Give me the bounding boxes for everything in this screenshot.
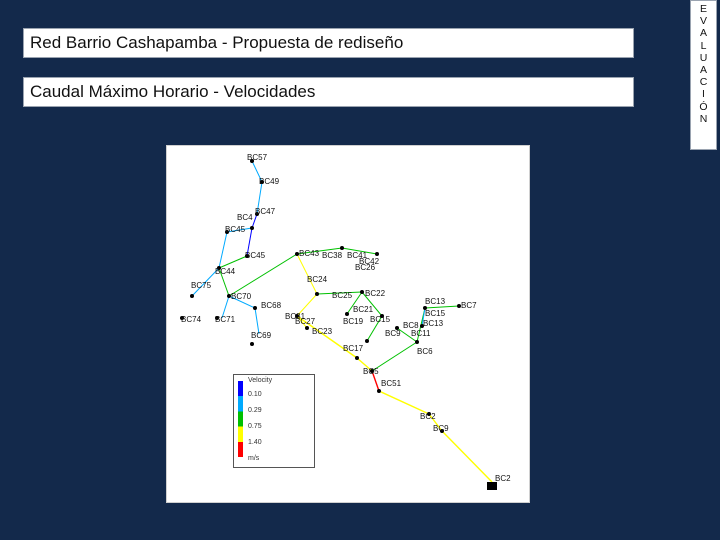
node-label: BC45	[245, 251, 266, 260]
node	[375, 252, 379, 256]
node-label: BC21	[353, 305, 374, 314]
node-label: BC23	[312, 327, 333, 336]
node	[190, 294, 194, 298]
node	[360, 290, 364, 294]
node-label: BC69	[251, 331, 272, 340]
node	[340, 246, 344, 250]
side-letter: Ó	[699, 100, 708, 113]
node	[305, 326, 309, 330]
node-label: BC22	[365, 289, 386, 298]
pipe	[252, 214, 257, 228]
legend-value: 0.10	[248, 391, 262, 398]
node	[250, 342, 254, 346]
pipe	[425, 306, 459, 308]
node-label: BC31	[285, 312, 306, 321]
node-label: BC68	[261, 301, 282, 310]
node-label: BC15	[425, 309, 446, 318]
node-label: BC71	[215, 315, 236, 324]
legend-title: Velocity	[248, 377, 273, 384]
velocity-legend	[233, 374, 315, 468]
node-label: BC2	[420, 412, 436, 421]
node-label: BC15	[370, 315, 391, 324]
node	[345, 312, 349, 316]
node-label: BC74	[181, 315, 202, 324]
node-label: BC38	[322, 251, 343, 260]
node-label: BC70	[231, 292, 252, 301]
node-label: BC26	[355, 263, 376, 272]
node-label: BC8	[403, 321, 419, 330]
node	[377, 389, 381, 393]
node-label: BC9	[433, 424, 449, 433]
node-label: BC75	[191, 281, 212, 290]
node-label: BC41	[347, 251, 368, 260]
node-label: BC42	[359, 257, 380, 266]
node-label: BC6	[417, 347, 433, 356]
side-letter: V	[699, 15, 707, 28]
node-label: BC57	[247, 153, 268, 162]
node	[250, 226, 254, 230]
side-letter: E	[699, 3, 707, 15]
presentation-title	[23, 28, 634, 58]
node-label: BC7	[461, 301, 477, 310]
node	[253, 306, 257, 310]
pipe	[442, 431, 492, 482]
node-label: BC49	[259, 177, 280, 186]
side-letter: U	[699, 51, 708, 64]
pipe	[297, 254, 317, 294]
legend-value: 0.29	[248, 407, 262, 414]
side-letter: A	[699, 27, 707, 40]
node-label: BC43	[299, 249, 320, 258]
legend-colorbar	[238, 381, 243, 457]
node-label: BC2	[495, 474, 511, 483]
side-letter: L	[700, 39, 707, 52]
slide-subtitle-text: Caudal Máximo Horario - Velocidades	[30, 82, 316, 101]
pipe	[372, 342, 417, 371]
node-label: BC17	[343, 344, 364, 353]
node-label: BC9	[385, 329, 401, 338]
node-label: BC45	[225, 225, 246, 234]
node-label: BC44	[215, 267, 236, 276]
network-velocity-map	[166, 145, 530, 503]
reservoir-icon	[487, 482, 497, 490]
side-letter: I	[702, 88, 705, 101]
side-letter: C	[699, 76, 708, 89]
node	[355, 356, 359, 360]
node	[365, 339, 369, 343]
node-label: BC27	[295, 317, 316, 326]
side-letter: A	[699, 64, 707, 77]
node-label: BC4	[237, 213, 253, 222]
legend-value: 1.40	[248, 439, 262, 446]
pipe	[379, 391, 429, 414]
node-label: BC13	[423, 319, 444, 328]
side-letter: N	[699, 112, 708, 125]
pipe	[219, 232, 227, 268]
node-label: BC51	[381, 379, 402, 388]
node-label: BC47	[255, 207, 276, 216]
node-label: BC13	[425, 297, 446, 306]
node-label: BC25	[332, 291, 353, 300]
node	[315, 292, 319, 296]
legend-unit: m/s	[248, 455, 260, 462]
node	[415, 340, 419, 344]
pipe	[229, 254, 297, 296]
node-label: BC5	[363, 367, 379, 376]
node-label: BC11	[411, 329, 431, 338]
node-label: BC19	[343, 317, 364, 326]
section-label-evaluacion	[690, 0, 717, 150]
node-label: BC24	[307, 275, 328, 284]
pipe-network-svg	[167, 146, 529, 502]
slide-subtitle	[23, 77, 634, 107]
presentation-title-text: Red Barrio Cashapamba - Propuesta de rediseño	[30, 33, 404, 52]
legend-value: 0.75	[248, 423, 262, 430]
